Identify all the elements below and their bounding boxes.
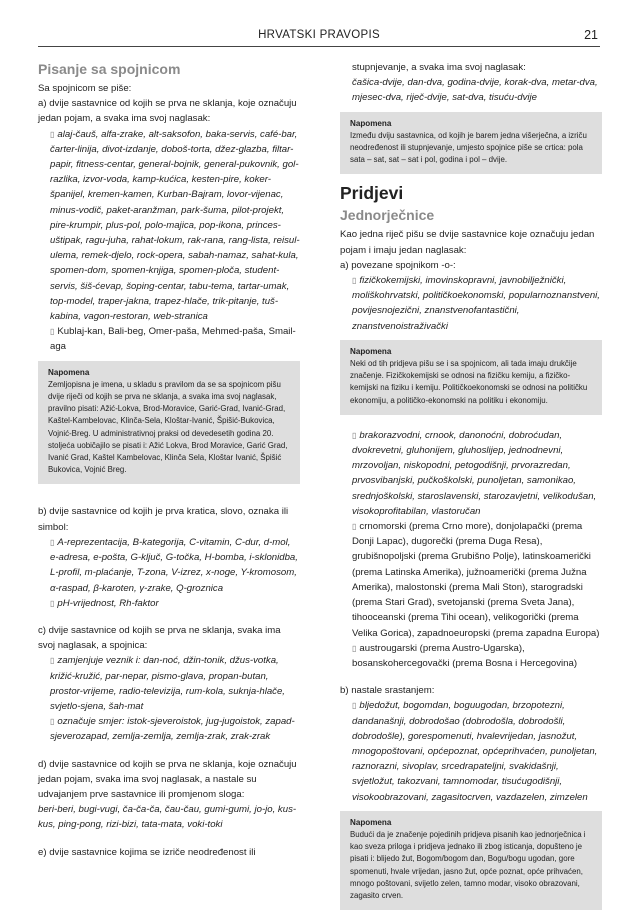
section-intro: Kao jedna riječ pišu se dvije sastavnice koje označuju jedan pojam i imaju jedan naglasak:: [340, 229, 595, 256]
intro-text: Sa spojnicom se piše:: [38, 83, 132, 94]
rule-a-examples: ▯ alaj-čauš, alfa-zrake, alt-saksofon, baka-servis, café-bar, čarter-linija, divot-izdanje, doboš-torta, džez-glazba, filtar-papir, fitness-centar, general-bojnik, general-pukovnik, gol-razlika, izvor-voda, kamp-kućica, kesten-pire, koker-španijel, kremen-kamen, Kurban-Bajram, lovor-vijenac, minus-vodič, paket-aranžman, park-šuma, pilot-projekt, pire-krumpir, plus-pol, polo-majica, pop-ikona, princes-uštipak, ragu-juha, rahat-lokum, rak-rana, rang-lista, reisul-ulema, remek-djelo, rock-opera, sabah-namaz, sahat-kula, spomen-dom, spomen-knjiga, spomen-ploča, student-servis, šiš-ćevap, šoping-centar, tabu-tema, tartar-umak, top-model, traper-jakna, trapez-hlače, trik-pitanje, tuš-kabina, vagon-restoran, web-stranica: [38, 127, 300, 325]
note-box: [340, 340, 602, 415]
section-heading: Jednorječnice: [340, 207, 435, 224]
page-number: 21: [584, 28, 598, 42]
section-heading: Pisanje sa spojnicom: [38, 61, 181, 77]
rule-a-examples-4: ▯ austrougarski (prema Austro-Ugarska), bosanskohercegovački (prema Bosna i Hercegovina): [340, 641, 602, 671]
note-text: Između dviju sastavnica, od kojih je barem jedna višerječna, a izriču neodređenost ili stupnjevanje, umjesto spojnice piše se crtica: pola sata – sat, sat – sat i pol, godina i pol – dvije.: [350, 130, 587, 165]
note-box: [340, 811, 602, 910]
note-title: Napomena: [350, 346, 392, 356]
rule-d-examples: beri-beri, bugi-vugi, ča-ča-ča, čau-čau, gumi-gumi, jo-jo, kus-kus, ping-pong, rizi-bizi, tata-mata, voki-toki: [38, 804, 297, 831]
note-text: Budući da je značenje pojedinih pridjeva pisanih kao jednorječnica i kao sveza priloga i pridjeva jednako ili zbog isticanja, dopušteno je pisati i: blijedo žut, Bogom/bogom dan, Bogu/bogu ugodan, gore spomenuti, hvale vrijedan, jasno žut, opće poznat, opće prihvaćen, mnogo poštovani, svijetlo zelen, tamno modar, visoko obrazovani, zagasito crven.: [350, 829, 586, 900]
rule-e-intro: e) dvije sastavnice kojima se izriče neodređenost ili: [38, 846, 256, 858]
rule-a-intro: a) povezane spojnikom -o-:: [340, 259, 456, 271]
rule-c-examples: ▯ zamjenjuje veznik i: dan-noć, džin-tonik, džus-votka, križić-kružić, par-nepar, pismo-glava, propan-butan, prostor-vrijeme, radio-televizija, rum-kola, suknja-hlače, svjetlo-sjena, šah-mat: [38, 653, 300, 714]
rule-a-examples-3: ▯ crnomorski (prema Crno more), donjolapački (prema Donji Lapac), dugorečki (prema Duga Resa), grubišnopoljski (prema Grubišno Polje), latinskoamerički (prema Latinska Amerika), južnoamerički (prema Južna Amerika), malostonski (prema Mali Ston), starogradski (prema Stari Grad), svetojanski (prema Sveta Jana), tihooceanski (prema Tihi ocean), velikogorički (prema Velika Gorica), zapadnoeuropski (prema zapadna Europa): [340, 519, 602, 641]
rule-d-intro: d) dvije sastavnice od kojih se prva ne sklanja, koje označuju jedan pojam, svaka ima svoj naglasak, a nastale su udvajanjem prve sastavnice ili promjenom sloga:: [38, 758, 297, 800]
chapter-heading: Pridjevi: [340, 183, 404, 204]
rule-b-intro: b) nastale srastanjem:: [340, 685, 435, 697]
rule-c-examples-2: ▯ označuje smjer: istok-sjeveroistok, jug-jugoistok, zapad-sjeverozapad, zemlja-zemlja, zemlja-zrak, zrak-zrak: [38, 714, 300, 744]
continued-examples: čašica-dvije, dan-dva, godina-dvije, korak-dva, metar-dva, mjesec-dva, riječ-dvije, sat-dva, tisuću-dvije: [352, 77, 598, 104]
left-column: [38, 60, 300, 860]
note-title: Napomena: [350, 817, 392, 827]
header-title: HRVATSKI PRAVOPIS: [258, 29, 380, 41]
note-box: [340, 112, 602, 175]
rule-a-examples-names: ▯ Kublaj-kan, Bali-beg, Omer-paša, Mehmed-paša, Smail-aga: [38, 324, 300, 354]
continued-text: stupnjevanje, a svaka ima svoj naglasak:: [352, 62, 526, 73]
page-header: [38, 26, 600, 47]
rule-a-examples-2: ▯ brakorazvodni, crnook, danonoćni, dobroćudan, dvokrevetni, gluhonijem, gluhoslijep, jednodnevni, mrzovoljan, niskopodni, petogodišnji, prvorazredan, prvosvibanjski, pučkoškolski, punoljetan, samonikao, srednjoškolski, staroslavenski, starozavjetni, velikodušan, visokoprofitabilan, vlastoručan: [340, 428, 602, 519]
rule-a-examples: ▯ fizičkokemijski, imovinskopravni, javnobilježnički, moliškohrvatski, političkoekonomski, popularnoznanstveni, povijesnojezični, znanstvenofantastični, znanstvenoistraživački: [340, 273, 602, 334]
note-text: Zemljopisna je imena, u skladu s pravilom da se sa spojnicom pišu dvije riječi od kojih se prva ne sklanja, a svaka ima svoj naglasak, pravilno pisati: Ažić-Lokva, Brod-Moravice, Garić-Grad, Ivanić-Grad, Kaštel-Kambelovac, Klinča-Sela, Kloštar-Ivanić, Špišić-Bukovica, Vojnić-Breg. U administrativnoj praksi od devedesetih godina 20. stoljeća uobičajilo se pisati i: Ažić Lokva, Brod Moravice, Garić Grad, Ivanić Grad, Kaštel Kambelovac, Klinča Sela, Kloštar Ivanić, Špišić Bukovica, Vojnić Breg.: [48, 379, 288, 475]
rule-b-examples-2: ▯ pH-vrijednost, Rh-faktor: [38, 596, 300, 611]
note-box: [38, 361, 300, 485]
rule-b-examples: ▯ bljedožut, bogomdan, boguugodan, brzopotezni, dandanašnji, dobrodošao (dobrodošla, dobrodošli, dobrodošle), gorespomenuti, hvalevrijedan, jasnožut, mnogopoštovani, općepoznat, općeprihvaćen, punoljetan, raznorazni, sivoplav, srcedrapateljni, svakidašnji, svjetložut, takozvani, tamnomodar, tisućugodišnji, visokoobrazovani, zagasitocrven, vazdazelen, zimzelen: [340, 698, 602, 804]
note-title: Napomena: [350, 118, 392, 128]
rule-c-intro: c) dvije sastavnice od kojih se prva ne sklanja, svaka ima svoj naglasak, a spojnica:: [38, 624, 281, 652]
rule-a-intro: a) dvije sastavnice od kojih se prva ne sklanja, koje označuju jedan pojam, a svaka ima svoj naglasak:: [38, 98, 297, 125]
rule-b-examples: ▯ A-reprezentacija, B-kategorija, C-vitamin, C-dur, d-mol, e-adresa, e-pošta, G-ključ, G-točka, H-bomba, i-sklonidba, L-profil, m-plaćanje, T-zona, V-izrez, x-noge, Y-kromosom, α-raspad, β-karoten, γ-zrake, Q-groznica: [38, 535, 300, 596]
rule-b-intro: b) dvije sastavnice od kojih je prva kratica, slovo, oznaka ili simbol:: [38, 506, 289, 533]
right-column: [340, 60, 602, 918]
note-title: Napomena: [48, 367, 90, 377]
note-text: Neki od tih pridjeva pišu se i sa spojnicom, ali tada imaju drukčije značenje. Fizičkokemijski se odnosi na fizičku kemiju, a fizičko-kemijski na fiziku i kemiju. Političkoekonomski se odnosi na političku ekonomiju, a političko-ekonomski na politiku i ekonomiju.: [350, 359, 588, 405]
